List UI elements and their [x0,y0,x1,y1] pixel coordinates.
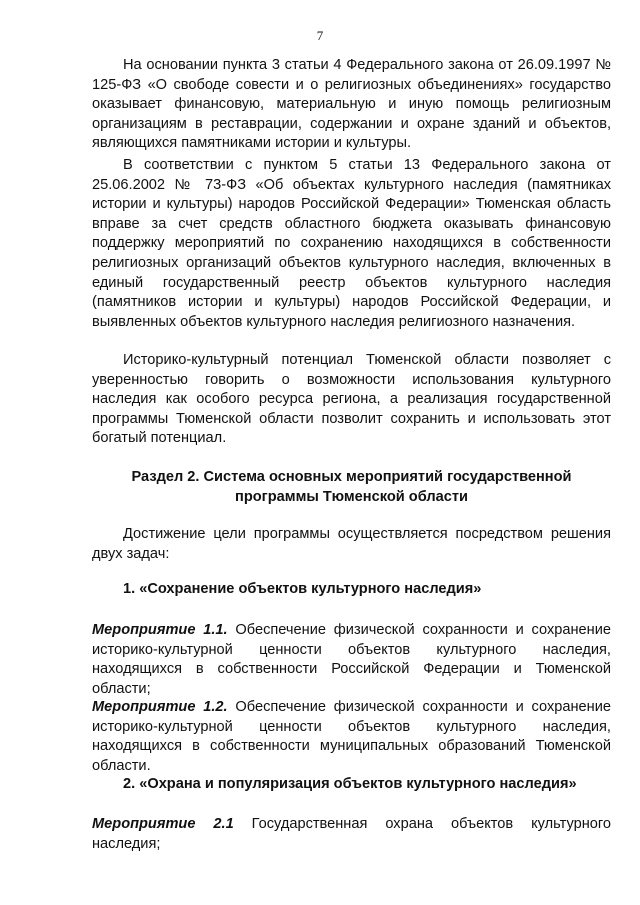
paragraph-historical-potential: Историко-культурный потенциал Тюменской области позволяет с уверенностью говорить о возможности использования культурного наследия как особого ресурса региона, а реализация государственной программы Тюменской области позволит сохранить и использовать этот богатый потенциал. [92,352,611,447]
section-heading [92,467,611,507]
paragraph-goal-intro: Достижение цели программы осуществляется посредством решения двух задач: [92,526,611,562]
measure-1-2 [92,698,611,776]
measure-1-2-label: Мероприятие 1.2. [92,699,228,715]
task-1-title: 1. «Сохранение объектов культурного наследия» [123,581,482,597]
page-number: 7 [316,28,324,43]
task-2-title: 2. «Охрана и популяризация объектов культурного наследия» [123,776,577,792]
paragraph-religious-freedom-law: На основании пункта 3 статьи 4 Федерального закона от 26.09.1997 № 125-ФЗ «О свободе совести и о религиозных объединениях» государство оказывает финансовую, материальную и иную помощь религиозным организациям в реставрации, содержании и охране зданий и объектов, являющихся памятниками истории и культуры. [92,57,611,152]
measure-2-1-text: Государственная охрана объектов культурного наследия; [92,816,611,852]
section-heading-line-2: программы Тюменской области [235,489,468,505]
measure-1-1-label: Мероприятие 1.1. [92,622,228,638]
paragraph-cultural-heritage-law: В соответствии с пунктом 5 статьи 13 Федерального закона от 25.06.2002 № 73-ФЗ «Об объектах культурного наследия (памятниках истории и культуры) народов Российской Федерации» Тюменская область вправе за счет средств областного бюджета оказывать финансовую поддержку мероприятий по сохранению находящихся в собственности религиозных организаций объектов культурного наследия, включенных в единый государственный реестр объектов культурного наследия (памятников истории и культуры) народов Российской Федерации, и выявленных объектов культурного наследия религиозного назначения. [92,157,611,330]
measure-1-1 [92,621,611,699]
section-heading-line-1: Раздел 2. Система основных мероприятий государственной [131,469,572,485]
measure-1-1-text: Обеспечение физической сохранности и сохранение историко-культурной ценности объектов культурного наследия, находящихся в собственности Российской Федерации и Тюменской области; [92,622,611,697]
measure-2-1-label: Мероприятие 2.1 [92,816,234,832]
measure-1-2-text: Обеспечение физической сохранности и сохранение историко-культурной ценности объектов культурного наследия, находящихся в собственности муниципальных образований Тюменской области. [92,699,611,774]
measure-2-1 [92,815,611,854]
